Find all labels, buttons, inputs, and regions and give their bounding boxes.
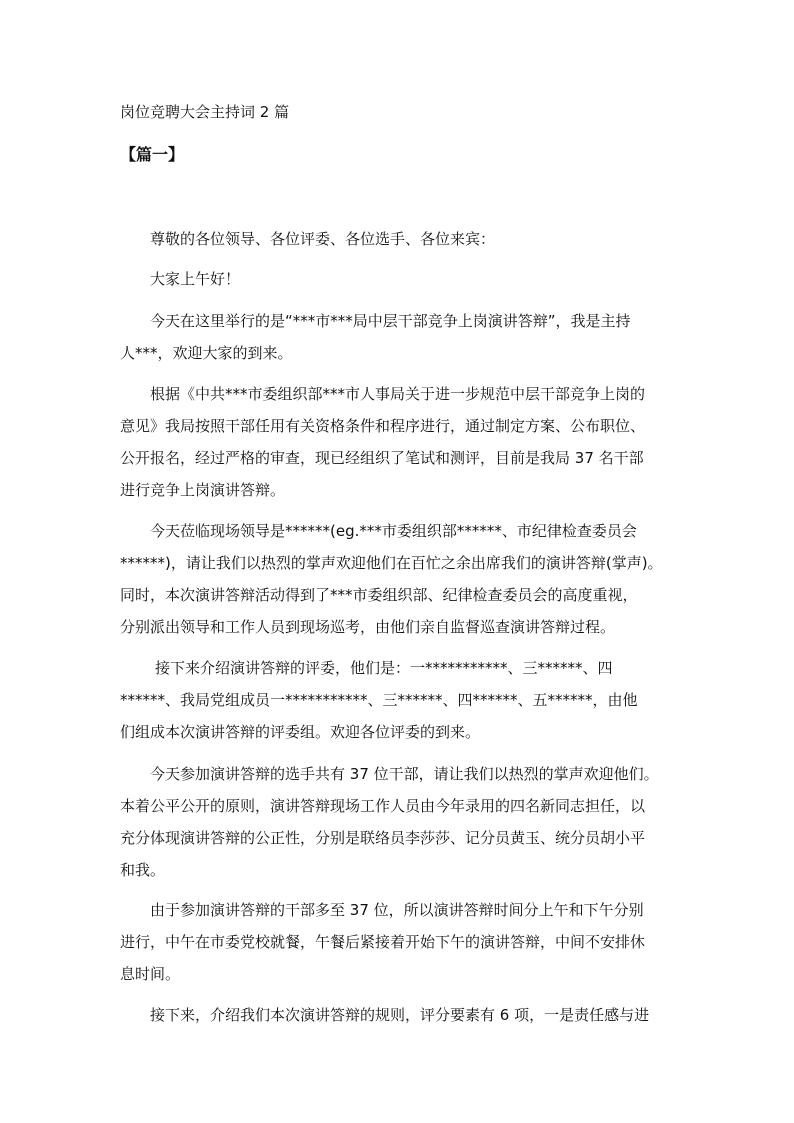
paragraph-line: 今天参加演讲答辩的选手共有 37 位干部，请让我们以热烈的掌声欢迎他们。 xyxy=(150,765,659,783)
paragraph-line: 大家上午好！ xyxy=(150,270,241,288)
paragraph-line: 分别派出领导和工作人员到现场巡考，由他们亲自监督巡查演讲答辩过程。 xyxy=(120,618,616,636)
paragraph-line: 今天莅临现场领导是******(eg.***市委组织部******、市纪律检查委员会 xyxy=(150,522,637,540)
paragraph-line: 进行竞争上岗演讲答辩。 xyxy=(120,481,286,499)
paragraph-line: 接下来，介绍我们本次演讲答辩的规则，评分要素有 6 项，一是责任感与进 xyxy=(150,1006,650,1024)
paragraph-line: 同时，本次演讲答辩活动得到了***市委组织部、纪律检查委员会的高度重视， xyxy=(120,586,638,604)
paragraph-line: 公开报名，经过严格的审查，现已经组织了笔试和测评，目前是我局 37 名干部 xyxy=(120,449,644,467)
paragraph-line: 人***，欢迎大家的到来。 xyxy=(120,344,293,362)
paragraph-line: 今天在这里举行的是“***市***局中层干部竞争上岗演讲答辩”，我是主持 xyxy=(150,312,631,330)
paragraph-line: 接下来介绍演讲答辩的评委，他们是：一***********、三******、四 xyxy=(155,659,613,677)
paragraph-line: ******、我局党组成员一***********、三******、四******、五******，由他 xyxy=(120,691,638,709)
paragraph-line: 本着公平公开的原则，演讲答辩现场工作人员由今年录用的四名新同志担任，以 xyxy=(120,797,646,815)
paragraph-line: 充分体现演讲答辩的公正性，分别是联络员李莎莎、记分员黄玉、统分员胡小平 xyxy=(120,829,646,847)
document-title: 岗位竞聘大会主持词 2 篇 xyxy=(120,103,290,121)
section-heading: 【篇一】 xyxy=(120,145,185,164)
paragraph-line: 意见》我局按照干部任用有关资格条件和程序进行，通过制定方案、公布职位、 xyxy=(120,417,646,435)
paragraph-line: 息时间。 xyxy=(120,965,181,983)
paragraph-line: ******)，请让我们以热烈的掌声欢迎他们在百忙之余出席我们的演讲答辩(掌声)。 xyxy=(120,554,663,572)
paragraph-line: 进行，中午在市委党校就餐，午餐后紧接着开始下午的演讲答辩，中间不安排休 xyxy=(120,933,646,951)
paragraph-line: 由于参加演讲答辩的干部多至 37 位，所以演讲答辩时间分上午和下午分别 xyxy=(150,901,644,919)
paragraph-line: 根据《中共***市委组织部***市人事局关于进一步规范中层干部竞争上岗的 xyxy=(150,385,646,403)
paragraph-line: 们组成本次演讲答辩的评委组。欢迎各位评委的到来。 xyxy=(120,723,481,741)
paragraph-line: 尊敬的各位领导、各位评委、各位选手、各位来宾： xyxy=(150,230,496,248)
paragraph-line: 和我。 xyxy=(120,861,166,879)
